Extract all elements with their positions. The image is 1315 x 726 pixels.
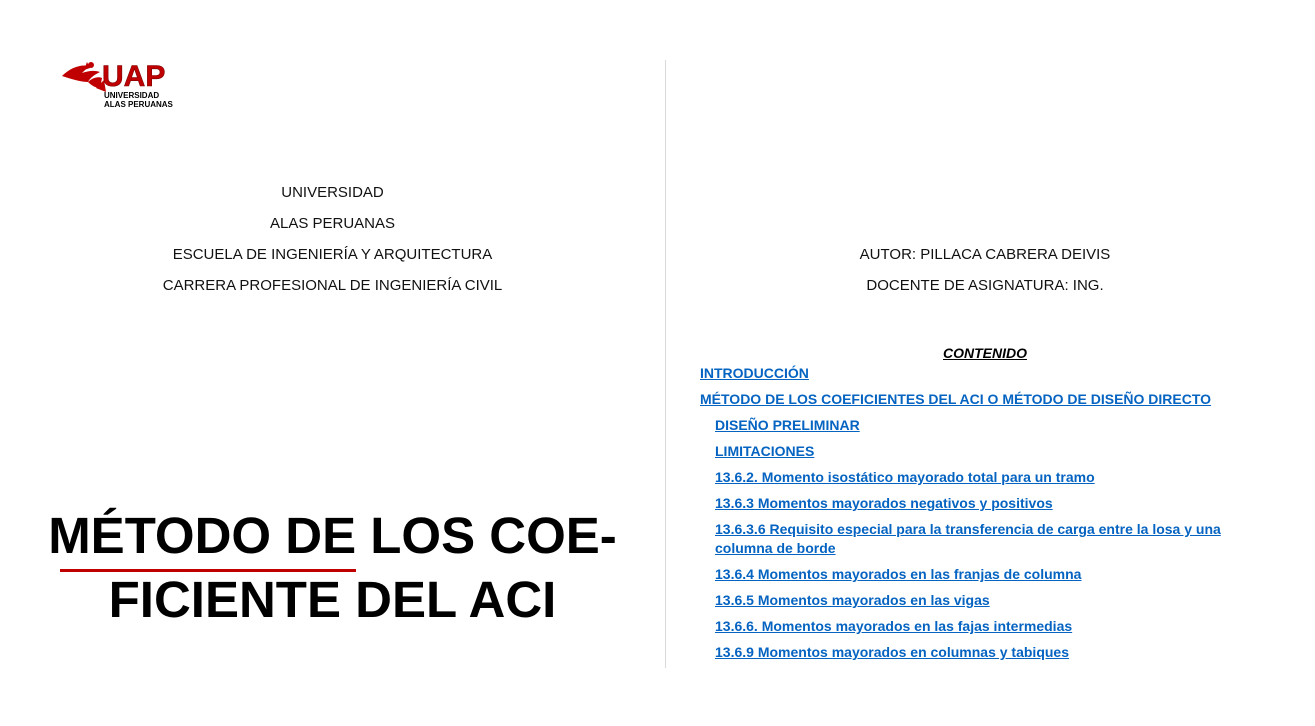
toc-link-13-6-3[interactable]: 13.6.3 Momentos mayorados negativos y positivos bbox=[715, 495, 1053, 511]
toc-link-13-6-5[interactable]: 13.6.5 Momentos mayorados en las vigas bbox=[715, 592, 990, 608]
toc-link-limitaciones[interactable]: LIMITACIONES bbox=[715, 443, 815, 459]
author-line: AUTOR: PILLACA CABRERA DEIVIS bbox=[859, 246, 1111, 263]
uap-logo bbox=[60, 58, 175, 110]
toc-link-13-6-3-6[interactable]: 13.6.3.6 Requisito especial para la transferencia de carga entre la losa y una columna de borde bbox=[715, 521, 1221, 556]
toc-link-13-6-9[interactable]: 13.6.9 Momentos mayorados en columnas y tabiques bbox=[715, 644, 1069, 660]
teacher-line: DOCENTE DE ASIGNATURA: ING. bbox=[866, 277, 1104, 294]
toc-link-metodo-coeficientes[interactable]: MÉTODO DE LOS COEFICIENTES DEL ACI O MÉTODO DE DISEÑO DIRECTO bbox=[700, 391, 1212, 407]
document-title-line-2: FICIENTE DEL ACI bbox=[108, 571, 557, 628]
toc-heading: CONTENIDO bbox=[943, 345, 1027, 361]
toc-link-introduccion[interactable]: INTRODUCCIÓN bbox=[700, 365, 809, 381]
document-title-line-1: MÉTODO DE LOS COE- bbox=[48, 507, 617, 564]
university-line-1: UNIVERSIDAD bbox=[281, 184, 384, 201]
university-line-2: ALAS PERUANAS bbox=[269, 215, 396, 232]
logo-brand: UAP bbox=[102, 60, 166, 93]
right-page bbox=[666, 0, 1315, 726]
career-line: CARRERA PROFESIONAL DE INGENIERÍA CIVIL bbox=[162, 277, 503, 294]
school-line: ESCUELA DE INGENIERÍA Y ARQUITECTURA bbox=[172, 246, 493, 263]
logo-line1: UNIVERSIDAD bbox=[104, 91, 160, 100]
toc-link-diseno-preliminar[interactable]: DISEÑO PRELIMINAR bbox=[715, 417, 860, 433]
toc-link-13-6-6[interactable]: 13.6.6. Momentos mayorados en las fajas intermedias bbox=[715, 618, 1073, 634]
logo-line2: ALAS PERUANAS bbox=[104, 100, 173, 109]
toc-link-13-6-2[interactable]: 13.6.2. Momento isostático mayorado total para un tramo bbox=[715, 469, 1095, 485]
toc-link-13-6-4[interactable]: 13.6.4 Momentos mayorados en las franjas de columna bbox=[715, 566, 1082, 582]
